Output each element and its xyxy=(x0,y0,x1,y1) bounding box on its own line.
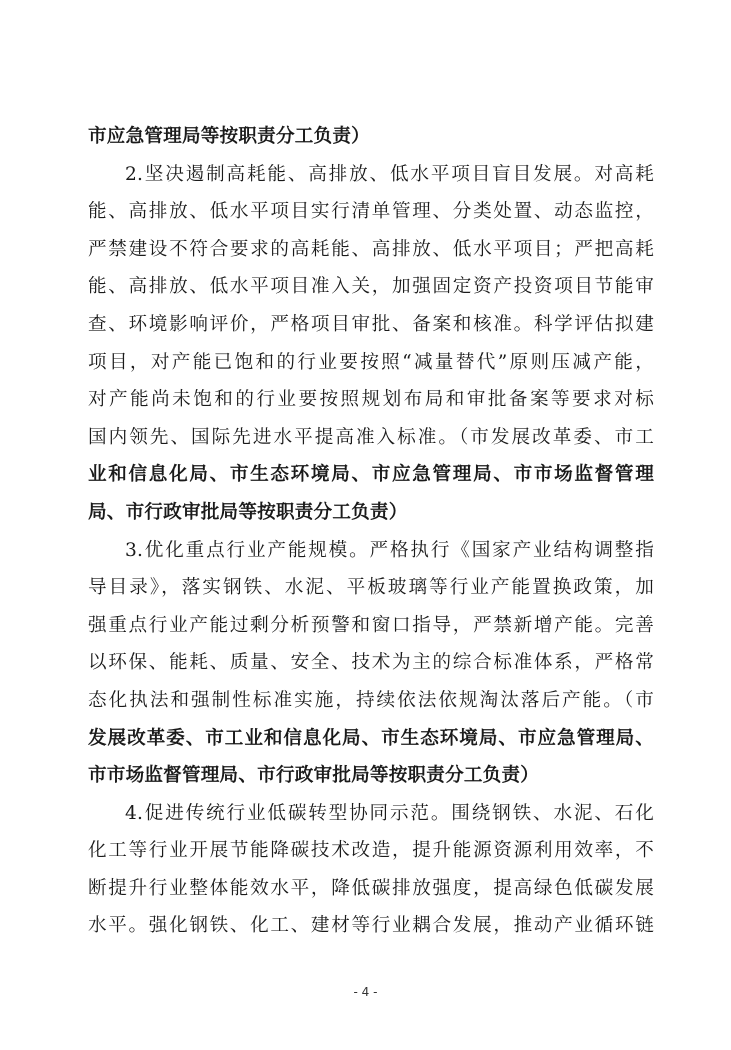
page-number: - 4 - xyxy=(353,985,378,999)
text-line: 化工等行业开展节能降碳技术改造，提升能源资源利用效率，不 xyxy=(88,840,654,862)
text-line: 局、市行政审批局等按职责分工负责） xyxy=(88,501,408,523)
text-line: 水平。强化钢铁、化工、建材等行业耦合发展，推动产业循环链 xyxy=(88,915,654,937)
text-line: 导目录》，落实钢铁、水泥、平板玻璃等行业产能置换政策，加 xyxy=(88,577,654,599)
text-line: 国内领先、国际先进水平提高准入标准。（市发展改革委、市工 xyxy=(88,426,654,448)
text-line: 市应急管理局等按职责分工负责） xyxy=(88,126,370,147)
text-line: 3.优化重点行业产能规模。严格执行《国家产业结构调整指 xyxy=(125,539,654,561)
text-line: 项目，对产能已饱和的行业要按照“减量替代”原则压减产能， xyxy=(88,351,654,373)
text-line: 以环保、能耗、质量、安全、技术为主的综合标准体系，严格常 xyxy=(88,652,654,674)
text-line: 能、高排放、低水平项目准入关，加强固定资产投资项目节能审 xyxy=(88,276,654,298)
text-line: 断提升行业整体能效水平，降低碳排放强度，提高绿色低碳发展 xyxy=(88,877,654,899)
body-text xyxy=(88,118,654,945)
text-line: 态化执法和强制性标准实施，持续依法依规淘汰落后产能。（市 xyxy=(88,689,654,711)
text-line: 4.促进传统行业低碳转型协同示范。围绕钢铁、水泥、石化 xyxy=(125,802,654,824)
text-line: 强重点行业产能过剩分析预警和窗口指导，严禁新增产能。完善 xyxy=(88,614,654,636)
text-line: 市市场监督管理局、市行政审批局等按职责分工负责） xyxy=(88,765,540,787)
text-line: 能、高排放、低水平项目实行清单管理、分类处置、动态监控， xyxy=(88,201,654,223)
text-line: 2.坚决遏制高耗能、高排放、低水平项目盲目发展。对高耗 xyxy=(125,163,654,185)
text-line: 对产能尚未饱和的行业要按照规划布局和审批备案等要求对标 xyxy=(88,389,654,411)
text-line: 业和信息化局、市生态环境局、市应急管理局、市市场监督管理 xyxy=(88,464,654,486)
text-line: 查、环境影响评价，严格项目审批、备案和核准。科学评估拟建 xyxy=(88,313,654,335)
text-line: 发展改革委、市工业和信息化局、市生态环境局、市应急管理局、 xyxy=(88,727,654,749)
text-line: 严禁建设不符合要求的高耗能、高排放、低水平项目；严把高耗 xyxy=(88,238,654,260)
